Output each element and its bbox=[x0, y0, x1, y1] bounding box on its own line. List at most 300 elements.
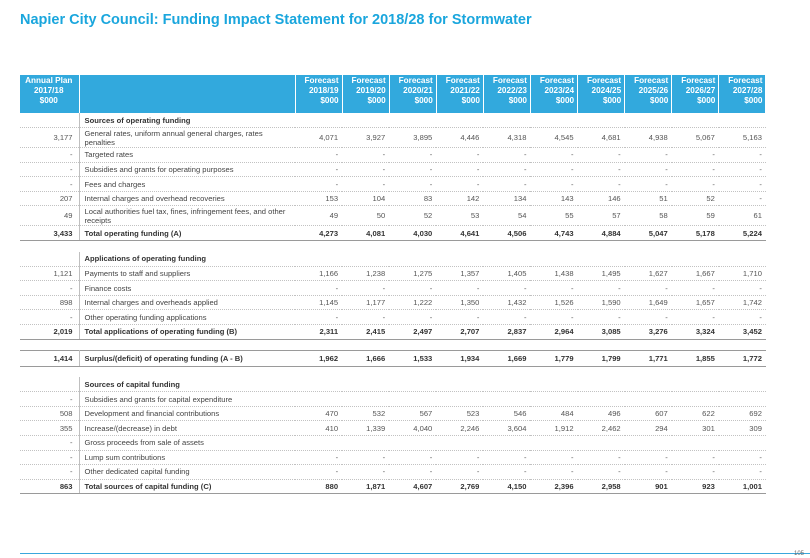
header-forecast-line: 2026/27 bbox=[685, 86, 716, 95]
header-forecast-line: 2018/19 bbox=[308, 86, 339, 95]
forecast-value: - bbox=[672, 162, 719, 177]
forecast-value: 4,273 bbox=[295, 226, 342, 241]
forecast-value: 1,667 bbox=[672, 266, 719, 281]
row-label: General rates, uniform annual general charges, rates penalties bbox=[79, 128, 295, 148]
header-forecast-line: Forecast bbox=[681, 76, 716, 85]
forecast-value bbox=[295, 377, 342, 392]
forecast-value: 4,081 bbox=[342, 226, 389, 241]
forecast-value: 83 bbox=[389, 191, 436, 206]
forecast-value: - bbox=[295, 162, 342, 177]
forecast-value: 1,533 bbox=[389, 350, 436, 366]
header-forecast-2019-20 bbox=[342, 75, 389, 113]
forecast-value: - bbox=[578, 450, 625, 465]
forecast-value: - bbox=[436, 450, 483, 465]
forecast-value: 1,742 bbox=[719, 295, 766, 310]
annual-plan-value: - bbox=[20, 310, 79, 325]
forecast-value: - bbox=[483, 450, 530, 465]
forecast-value bbox=[342, 252, 389, 267]
forecast-value bbox=[672, 252, 719, 267]
forecast-value: 54 bbox=[483, 206, 530, 226]
forecast-value: - bbox=[295, 450, 342, 465]
forecast-value: 53 bbox=[436, 206, 483, 226]
header-forecast-line: Forecast bbox=[351, 76, 386, 85]
header-forecast-2027-28 bbox=[719, 75, 766, 113]
forecast-value: 1,432 bbox=[483, 295, 530, 310]
row-label: Gross proceeds from sale of assets bbox=[79, 436, 295, 451]
annual-plan-value: - bbox=[20, 148, 79, 163]
forecast-value: 3,276 bbox=[625, 325, 672, 340]
annual-plan-value: - bbox=[20, 450, 79, 465]
forecast-value: 4,318 bbox=[483, 128, 530, 148]
table-row bbox=[20, 392, 766, 407]
row-label: Internal charges and overhead recoveries bbox=[79, 191, 295, 206]
forecast-value: - bbox=[672, 465, 719, 480]
forecast-value: - bbox=[389, 310, 436, 325]
header-annual-line: Annual Plan bbox=[25, 76, 73, 85]
forecast-value: 4,743 bbox=[530, 226, 577, 241]
forecast-value: - bbox=[295, 465, 342, 480]
spacer-row bbox=[20, 241, 766, 252]
forecast-value: - bbox=[389, 281, 436, 296]
row-label: Surplus/(deficit) of operating funding (A - B) bbox=[79, 350, 295, 366]
forecast-value: - bbox=[672, 450, 719, 465]
forecast-value: 5,067 bbox=[672, 128, 719, 148]
forecast-value: - bbox=[342, 450, 389, 465]
header-forecast-2024-25 bbox=[578, 75, 625, 113]
header-forecast-line: $000 bbox=[414, 96, 433, 105]
forecast-value: - bbox=[578, 177, 625, 192]
forecast-value: 1,669 bbox=[483, 350, 530, 366]
forecast-value: 1,962 bbox=[295, 350, 342, 366]
forecast-value: 880 bbox=[295, 479, 342, 494]
forecast-value: 1,275 bbox=[389, 266, 436, 281]
table-row bbox=[20, 295, 766, 310]
forecast-value bbox=[625, 113, 672, 128]
forecast-value bbox=[578, 113, 625, 128]
header-forecast-2018-19 bbox=[295, 75, 342, 113]
forecast-value: 2,497 bbox=[389, 325, 436, 340]
forecast-value: - bbox=[389, 177, 436, 192]
forecast-value: 4,506 bbox=[483, 226, 530, 241]
forecast-value: - bbox=[530, 177, 577, 192]
page-number: 105 bbox=[793, 551, 804, 557]
annual-plan-value: 3,177 bbox=[20, 128, 79, 148]
forecast-value: - bbox=[719, 162, 766, 177]
forecast-value: 3,452 bbox=[719, 325, 766, 340]
forecast-value: 52 bbox=[672, 191, 719, 206]
forecast-value: - bbox=[483, 148, 530, 163]
annual-plan-value bbox=[20, 252, 79, 267]
forecast-value: 1,649 bbox=[625, 295, 672, 310]
forecast-value: 2,958 bbox=[578, 479, 625, 494]
forecast-value: 4,681 bbox=[578, 128, 625, 148]
page-title: Napier City Council: Funding Impact Statement for 2018/28 for Stormwater bbox=[20, 12, 532, 28]
header-forecast-line: Forecast bbox=[304, 76, 339, 85]
header-forecast-line: 2021/22 bbox=[450, 86, 480, 95]
header-forecast-line: $000 bbox=[697, 96, 716, 105]
annual-plan-value: - bbox=[20, 465, 79, 480]
row-label: Increase/(decrease) in debt bbox=[79, 421, 295, 436]
header-forecast-line: $000 bbox=[320, 96, 339, 105]
row-label: Internal charges and overheads applied bbox=[79, 295, 295, 310]
forecast-value: 143 bbox=[530, 191, 577, 206]
forecast-value bbox=[719, 377, 766, 392]
table-row bbox=[20, 266, 766, 281]
row-label: Fees and charges bbox=[79, 177, 295, 192]
forecast-value: - bbox=[342, 148, 389, 163]
forecast-value bbox=[530, 252, 577, 267]
row-label: Lump sum contributions bbox=[79, 450, 295, 465]
forecast-value: 4,071 bbox=[295, 128, 342, 148]
forecast-value: - bbox=[625, 177, 672, 192]
table-row bbox=[20, 436, 766, 451]
table-row bbox=[20, 310, 766, 325]
forecast-value: 3,895 bbox=[389, 128, 436, 148]
forecast-value: 1,438 bbox=[530, 266, 577, 281]
table-row bbox=[20, 406, 766, 421]
forecast-value: 1,871 bbox=[342, 479, 389, 494]
forecast-value: - bbox=[719, 177, 766, 192]
annual-plan-value: - bbox=[20, 177, 79, 192]
forecast-value bbox=[295, 392, 342, 407]
forecast-value: - bbox=[530, 148, 577, 163]
annual-plan-value: 863 bbox=[20, 479, 79, 494]
forecast-value: 301 bbox=[672, 421, 719, 436]
row-label: Total applications of operating funding (B) bbox=[79, 325, 295, 340]
forecast-value bbox=[719, 252, 766, 267]
forecast-value: 58 bbox=[625, 206, 672, 226]
forecast-value: - bbox=[625, 310, 672, 325]
table-row bbox=[20, 450, 766, 465]
forecast-value: 1,666 bbox=[342, 350, 389, 366]
forecast-value: 1,912 bbox=[530, 421, 577, 436]
table-row bbox=[20, 162, 766, 177]
spacer-cell bbox=[20, 366, 766, 377]
forecast-value bbox=[578, 377, 625, 392]
header-forecast-line: $000 bbox=[650, 96, 669, 105]
header-description bbox=[79, 75, 295, 113]
forecast-value: 901 bbox=[625, 479, 672, 494]
footer-divider bbox=[20, 553, 810, 554]
header-forecast-line: $000 bbox=[744, 96, 763, 105]
forecast-value: 1,855 bbox=[672, 350, 719, 366]
annual-plan-value: 1,414 bbox=[20, 350, 79, 366]
forecast-value: 1,526 bbox=[530, 295, 577, 310]
forecast-value: - bbox=[342, 162, 389, 177]
forecast-value: - bbox=[625, 450, 672, 465]
forecast-value bbox=[625, 392, 672, 407]
forecast-value bbox=[672, 113, 719, 128]
forecast-value bbox=[389, 252, 436, 267]
section-title: Sources of operating funding bbox=[79, 113, 295, 128]
header-forecast-line: 2020/21 bbox=[403, 86, 433, 95]
forecast-value: 1,495 bbox=[578, 266, 625, 281]
forecast-value bbox=[342, 113, 389, 128]
forecast-value: 1,145 bbox=[295, 295, 342, 310]
section-title: Sources of capital funding bbox=[79, 377, 295, 392]
forecast-value: - bbox=[719, 310, 766, 325]
forecast-value: 496 bbox=[578, 406, 625, 421]
forecast-value bbox=[295, 436, 342, 451]
forecast-value: - bbox=[719, 191, 766, 206]
spacer-cell bbox=[20, 241, 766, 252]
forecast-value: - bbox=[483, 281, 530, 296]
forecast-value: 1,657 bbox=[672, 295, 719, 310]
total-row bbox=[20, 479, 766, 494]
forecast-value: 2,837 bbox=[483, 325, 530, 340]
forecast-value: 1,799 bbox=[578, 350, 625, 366]
forecast-value: - bbox=[578, 465, 625, 480]
table-body bbox=[20, 113, 766, 494]
forecast-value: 1,710 bbox=[719, 266, 766, 281]
header-forecast-line: Forecast bbox=[445, 76, 480, 85]
forecast-value: - bbox=[672, 310, 719, 325]
forecast-value: 57 bbox=[578, 206, 625, 226]
forecast-value: - bbox=[342, 281, 389, 296]
spacer-row bbox=[20, 339, 766, 350]
forecast-value: 1,166 bbox=[295, 266, 342, 281]
forecast-value: 2,311 bbox=[295, 325, 342, 340]
forecast-value: - bbox=[389, 162, 436, 177]
forecast-value: 1,339 bbox=[342, 421, 389, 436]
table-row bbox=[20, 206, 766, 226]
forecast-value: - bbox=[436, 162, 483, 177]
annual-plan-value: 355 bbox=[20, 421, 79, 436]
header-forecast-line: Forecast bbox=[492, 76, 527, 85]
header-forecast-2025-26 bbox=[625, 75, 672, 113]
header-forecast-line: 2025/26 bbox=[638, 86, 669, 95]
forecast-value bbox=[389, 113, 436, 128]
surplus-row bbox=[20, 350, 766, 366]
annual-plan-value: - bbox=[20, 436, 79, 451]
annual-plan-value: 1,121 bbox=[20, 266, 79, 281]
forecast-value: 2,462 bbox=[578, 421, 625, 436]
header-forecast-line: Forecast bbox=[398, 76, 433, 85]
forecast-value: 923 bbox=[672, 479, 719, 494]
forecast-value bbox=[530, 377, 577, 392]
annual-plan-value: - bbox=[20, 281, 79, 296]
forecast-value: 470 bbox=[295, 406, 342, 421]
forecast-value: 4,446 bbox=[436, 128, 483, 148]
header-forecast-line: Forecast bbox=[587, 76, 622, 85]
forecast-value: 142 bbox=[436, 191, 483, 206]
forecast-value: 1,001 bbox=[719, 479, 766, 494]
forecast-value bbox=[436, 252, 483, 267]
header-forecast-line: $000 bbox=[508, 96, 527, 105]
forecast-value: 153 bbox=[295, 191, 342, 206]
forecast-value: 3,324 bbox=[672, 325, 719, 340]
forecast-value bbox=[530, 436, 577, 451]
header-forecast-line: 2022/23 bbox=[497, 86, 527, 95]
forecast-value: 134 bbox=[483, 191, 530, 206]
forecast-value: - bbox=[578, 162, 625, 177]
forecast-value bbox=[530, 113, 577, 128]
forecast-value: 2,964 bbox=[530, 325, 577, 340]
forecast-value: - bbox=[295, 148, 342, 163]
forecast-value: - bbox=[672, 281, 719, 296]
section-header-row bbox=[20, 377, 766, 392]
forecast-value bbox=[295, 252, 342, 267]
total-row bbox=[20, 325, 766, 340]
forecast-value: 1,222 bbox=[389, 295, 436, 310]
header-forecast-2021-22 bbox=[436, 75, 483, 113]
forecast-value: 1,177 bbox=[342, 295, 389, 310]
forecast-value: 3,604 bbox=[483, 421, 530, 436]
forecast-value: 1,357 bbox=[436, 266, 483, 281]
row-label: Other operating funding applications bbox=[79, 310, 295, 325]
forecast-value bbox=[342, 392, 389, 407]
funding-impact-table bbox=[20, 75, 766, 494]
annual-plan-value bbox=[20, 113, 79, 128]
forecast-value: 4,545 bbox=[530, 128, 577, 148]
forecast-value: - bbox=[530, 162, 577, 177]
header-forecast-2022-23 bbox=[483, 75, 530, 113]
forecast-value: 104 bbox=[342, 191, 389, 206]
table-row bbox=[20, 281, 766, 296]
table-row bbox=[20, 421, 766, 436]
forecast-value bbox=[295, 113, 342, 128]
forecast-value: 5,047 bbox=[625, 226, 672, 241]
forecast-value: - bbox=[389, 450, 436, 465]
forecast-value bbox=[719, 436, 766, 451]
forecast-value: - bbox=[625, 162, 672, 177]
forecast-value: 622 bbox=[672, 406, 719, 421]
table-row bbox=[20, 128, 766, 148]
header-annual-line: 2017/18 bbox=[33, 86, 64, 95]
header-forecast-line: 2019/20 bbox=[356, 86, 386, 95]
forecast-value: 4,884 bbox=[578, 226, 625, 241]
header-forecast-line: 2024/25 bbox=[591, 86, 622, 95]
forecast-value: - bbox=[295, 177, 342, 192]
forecast-value: - bbox=[625, 281, 672, 296]
table-row bbox=[20, 148, 766, 163]
forecast-value: - bbox=[530, 310, 577, 325]
row-label: Development and financial contributions bbox=[79, 406, 295, 421]
forecast-value: 55 bbox=[530, 206, 577, 226]
forecast-value: 2,707 bbox=[436, 325, 483, 340]
forecast-value: 4,040 bbox=[389, 421, 436, 436]
header-forecast-line: Forecast bbox=[634, 76, 669, 85]
header-forecast-line: 2027/28 bbox=[732, 86, 763, 95]
header-forecast-line: Forecast bbox=[539, 76, 575, 85]
forecast-value: - bbox=[295, 281, 342, 296]
forecast-value: 523 bbox=[436, 406, 483, 421]
row-label: Local authorities fuel tax, fines, infringement fees, and other receipts bbox=[79, 206, 295, 226]
forecast-value bbox=[672, 377, 719, 392]
forecast-value bbox=[719, 392, 766, 407]
annual-plan-value: 508 bbox=[20, 406, 79, 421]
forecast-value bbox=[672, 436, 719, 451]
section-header-row bbox=[20, 113, 766, 128]
forecast-value: 3,085 bbox=[578, 325, 625, 340]
forecast-value: - bbox=[719, 148, 766, 163]
annual-plan-value: 207 bbox=[20, 191, 79, 206]
forecast-value: - bbox=[483, 177, 530, 192]
forecast-value bbox=[625, 377, 672, 392]
forecast-value: 59 bbox=[672, 206, 719, 226]
forecast-value bbox=[436, 113, 483, 128]
forecast-value: - bbox=[342, 177, 389, 192]
spacer-row bbox=[20, 366, 766, 377]
row-label: Subsidies and grants for operating purposes bbox=[79, 162, 295, 177]
forecast-value: 4,641 bbox=[436, 226, 483, 241]
forecast-value: - bbox=[436, 148, 483, 163]
forecast-value bbox=[483, 113, 530, 128]
forecast-value: 4,030 bbox=[389, 226, 436, 241]
table-row bbox=[20, 465, 766, 480]
forecast-value: 1,238 bbox=[342, 266, 389, 281]
annual-plan-value: 49 bbox=[20, 206, 79, 226]
header-forecast-2023-24 bbox=[530, 75, 577, 113]
forecast-value: 2,769 bbox=[436, 479, 483, 494]
forecast-value: - bbox=[719, 281, 766, 296]
forecast-value: 309 bbox=[719, 421, 766, 436]
forecast-value: - bbox=[389, 465, 436, 480]
forecast-value: 567 bbox=[389, 406, 436, 421]
forecast-value bbox=[483, 252, 530, 267]
forecast-value: 1,350 bbox=[436, 295, 483, 310]
row-label: Subsidies and grants for capital expenditure bbox=[79, 392, 295, 407]
forecast-value: 1,590 bbox=[578, 295, 625, 310]
forecast-value: - bbox=[295, 310, 342, 325]
forecast-value: - bbox=[719, 465, 766, 480]
section-header-row bbox=[20, 252, 766, 267]
forecast-value bbox=[530, 392, 577, 407]
forecast-value bbox=[436, 436, 483, 451]
forecast-value: 2,396 bbox=[530, 479, 577, 494]
row-label: Finance costs bbox=[79, 281, 295, 296]
annual-plan-value: 898 bbox=[20, 295, 79, 310]
table-row bbox=[20, 177, 766, 192]
forecast-value: 5,224 bbox=[719, 226, 766, 241]
forecast-value: 4,607 bbox=[389, 479, 436, 494]
row-label: Targeted rates bbox=[79, 148, 295, 163]
row-label: Total operating funding (A) bbox=[79, 226, 295, 241]
forecast-value bbox=[436, 392, 483, 407]
header-forecast-line: 2023/24 bbox=[544, 86, 575, 95]
forecast-value: - bbox=[625, 465, 672, 480]
forecast-value: - bbox=[530, 450, 577, 465]
row-label: Payments to staff and suppliers bbox=[79, 266, 295, 281]
forecast-value: - bbox=[578, 148, 625, 163]
forecast-value: 692 bbox=[719, 406, 766, 421]
forecast-value bbox=[719, 113, 766, 128]
forecast-value: - bbox=[625, 148, 672, 163]
forecast-value: 484 bbox=[530, 406, 577, 421]
header-forecast-line: $000 bbox=[555, 96, 575, 105]
forecast-value: - bbox=[483, 465, 530, 480]
forecast-value bbox=[625, 252, 672, 267]
forecast-value: - bbox=[436, 281, 483, 296]
forecast-value: - bbox=[483, 162, 530, 177]
forecast-value: 5,178 bbox=[672, 226, 719, 241]
forecast-value bbox=[578, 392, 625, 407]
forecast-value: 1,627 bbox=[625, 266, 672, 281]
annual-plan-value bbox=[20, 377, 79, 392]
forecast-value: 3,927 bbox=[342, 128, 389, 148]
forecast-value: 61 bbox=[719, 206, 766, 226]
table-header-row bbox=[20, 75, 766, 113]
forecast-value: 1,405 bbox=[483, 266, 530, 281]
forecast-value: 1,771 bbox=[625, 350, 672, 366]
forecast-value: 5,163 bbox=[719, 128, 766, 148]
forecast-value: 294 bbox=[625, 421, 672, 436]
section-title: Applications of operating funding bbox=[79, 252, 295, 267]
forecast-value: 532 bbox=[342, 406, 389, 421]
forecast-value: - bbox=[578, 281, 625, 296]
forecast-value bbox=[436, 377, 483, 392]
forecast-value bbox=[389, 436, 436, 451]
